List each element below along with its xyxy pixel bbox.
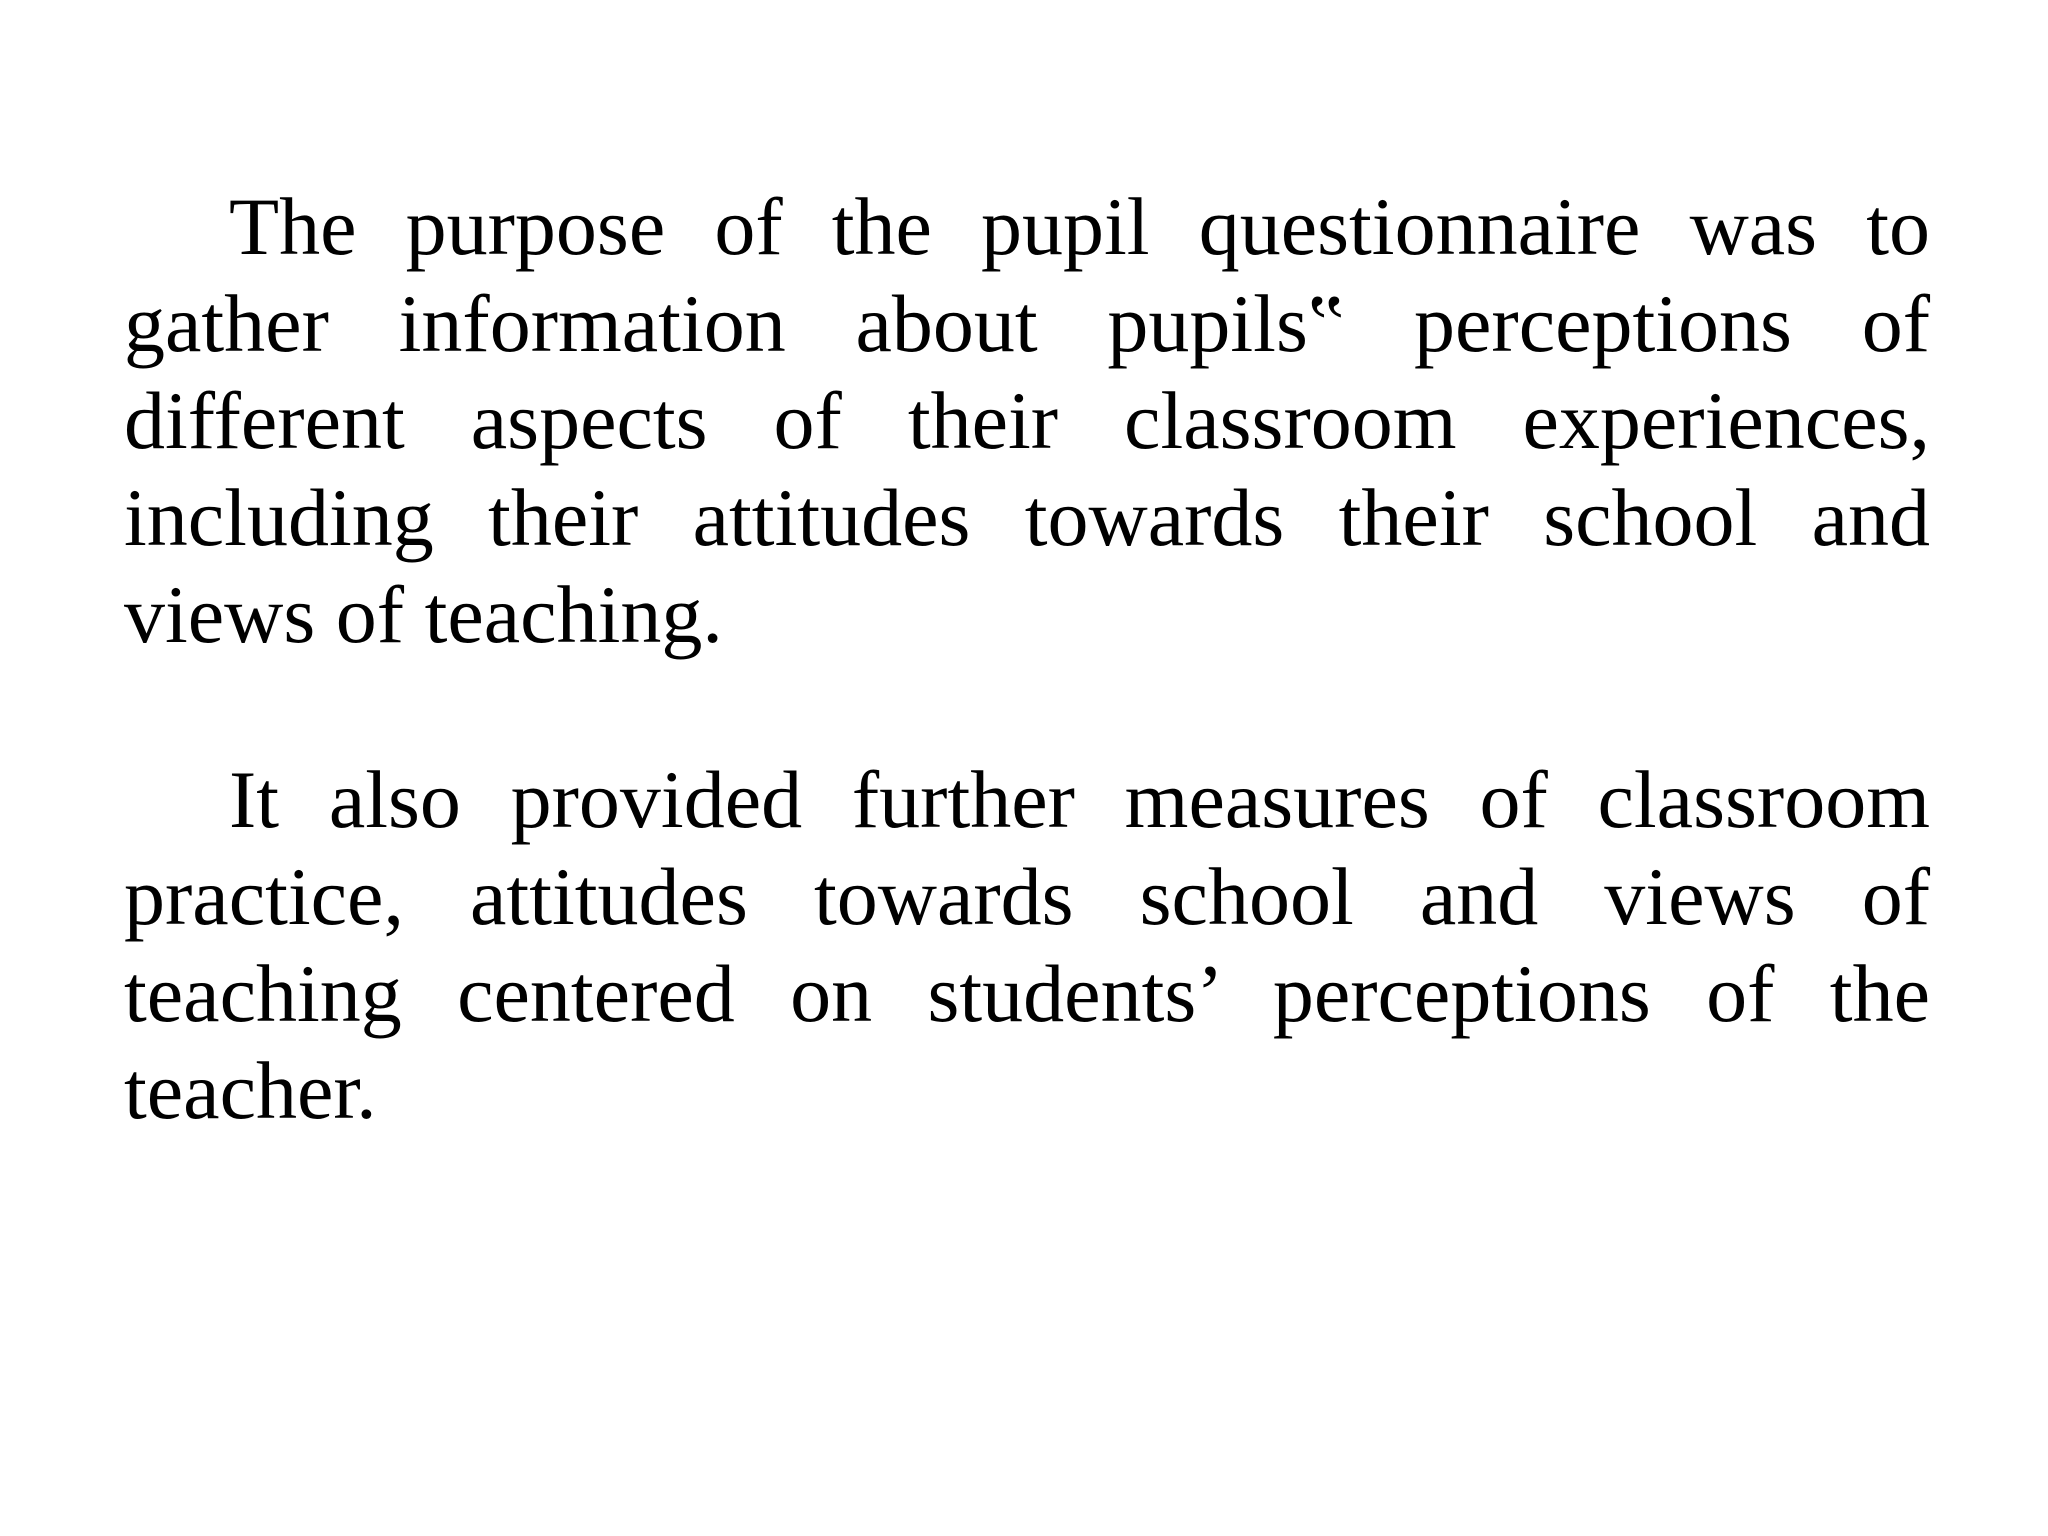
paragraph-further-measures: It also provided further measures of classroom practice, attitudes towards school and views of teaching centered on students’ perceptions of the teacher.: [124, 754, 1930, 1136]
body-text: [124, 178, 1930, 1139]
paragraph-purpose: The purpose of the pupil questionnaire was to gather information about pupils‟ perceptions of different aspects of their classroom experiences, including their attitudes towards their school and views of teaching.: [124, 181, 1930, 660]
